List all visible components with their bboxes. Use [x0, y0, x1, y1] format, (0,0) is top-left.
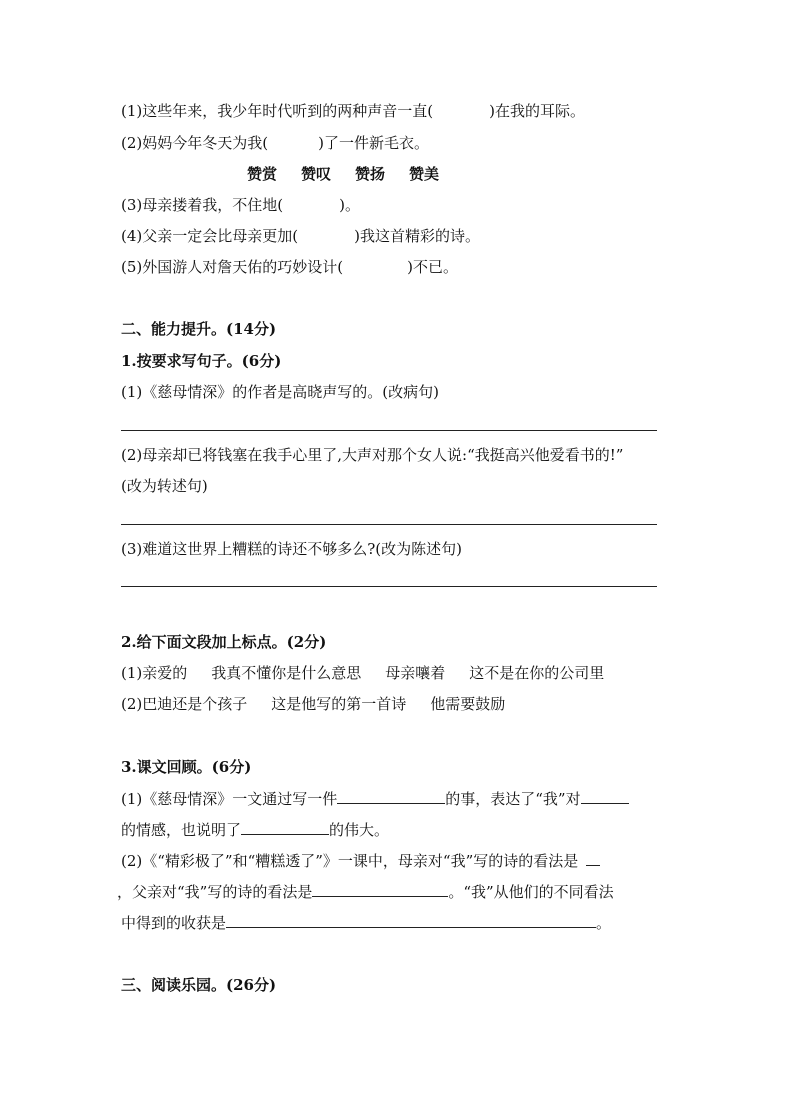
word-choices	[247, 164, 463, 184]
choice-word: 赞扬	[355, 165, 386, 183]
fill-blank[interactable]	[226, 913, 596, 928]
review-text: (2)《“精彩极了”和“糟糕透了”》一课中，母亲对“我”写的诗的看法是	[121, 852, 579, 870]
q1-item-3-end: )。	[339, 196, 360, 214]
part-1-question-1: (1)《慈母情深》的作者是高晓声写的。(改病句)	[121, 383, 439, 401]
review-line-3	[121, 851, 600, 871]
punctuation-segment: 这是他写的第一首诗	[271, 695, 407, 713]
answer-line[interactable]	[121, 524, 657, 525]
q1-item-3	[121, 195, 360, 215]
q1-item-5-text: (5)外国游人对詹天佑的巧妙设计(	[121, 258, 344, 276]
part-1-question-2-line-1: (2)母亲却已将钱塞在我手心里了,大声对那个女人说:“我挺高兴他爱看书的!”	[121, 446, 624, 464]
fill-blank[interactable]	[581, 789, 629, 804]
punctuation-segment: (2)巴迪还是个孩子	[121, 695, 248, 713]
choice-word: 赞美	[409, 165, 440, 183]
q1-item-1	[121, 101, 585, 121]
review-text: (1)《慈母情深》一文通过写一件	[121, 790, 338, 808]
part-1-heading: 1.按要求写句子。(6分)	[121, 352, 282, 370]
fill-blank[interactable]	[312, 882, 448, 897]
answer-line[interactable]	[121, 586, 657, 587]
review-text: 。“我”从他们的不同看法	[448, 883, 614, 901]
q1-item-4-end: )我这首精彩的诗。	[354, 227, 480, 245]
punctuation-segment: 他需要鼓励	[430, 695, 506, 713]
answer-line[interactable]	[121, 430, 657, 431]
q1-item-3-text: (3)母亲搂着我，不住地(	[121, 196, 284, 214]
q1-item-2	[121, 133, 429, 153]
section-2-heading: 二、能力提升。(14分)	[121, 320, 277, 338]
q1-item-2-end: )了一件新毛衣。	[318, 134, 429, 152]
punctuation-segment: (1)亲爱的	[121, 664, 188, 682]
part-2-heading: 2.给下面文段加上标点。(2分)	[121, 633, 327, 651]
q1-item-1-end: )在我的耳际。	[489, 102, 585, 120]
q1-item-5	[121, 257, 458, 277]
punctuation-line-2	[121, 694, 505, 714]
fill-blank[interactable]	[241, 820, 329, 835]
review-text: 中得到的收获是	[121, 914, 227, 932]
q1-item-4-text: (4)父亲一定会比母亲更加(	[121, 227, 299, 245]
review-text: 的情感，也说明了	[121, 821, 242, 839]
q1-item-5-end: )不已。	[407, 258, 458, 276]
punctuation-segment: 这不是在你的公司里	[469, 664, 605, 682]
fill-blank[interactable]	[337, 789, 445, 804]
fill-blank[interactable]	[586, 851, 600, 866]
punctuation-line-1	[121, 663, 604, 683]
q1-item-2-text: (2)妈妈今年冬天为我(	[121, 134, 269, 152]
part-3-heading: 3.课文回顾。(6分)	[121, 758, 252, 776]
section-3-heading: 三、阅读乐园。(26分)	[121, 976, 277, 994]
q1-item-4	[121, 226, 480, 246]
review-line-5	[121, 913, 611, 933]
part-1-question-2-line-2: (改为转述句)	[121, 477, 208, 495]
review-text: 的伟大。	[329, 821, 390, 839]
punctuation-segment: 母亲嚷着	[385, 664, 446, 682]
review-line-4	[117, 882, 614, 902]
review-line-1	[121, 789, 629, 809]
review-line-2	[121, 820, 389, 840]
review-text: 。	[596, 914, 612, 932]
q1-item-1-text: (1)这些年来，我少年时代听到的两种声音一直(	[121, 102, 434, 120]
punctuation-segment: 我真不懂你是什么意思	[211, 664, 362, 682]
choice-word: 赞叹	[301, 165, 332, 183]
part-1-question-3: (3)难道这世界上糟糕的诗还不够多么?(改为陈述句)	[121, 540, 462, 558]
review-text: 的事，表达了“我”对	[445, 790, 581, 808]
review-text: ，父亲对“我”写的诗的看法是	[117, 883, 313, 901]
choice-word: 赞赏	[247, 165, 278, 183]
